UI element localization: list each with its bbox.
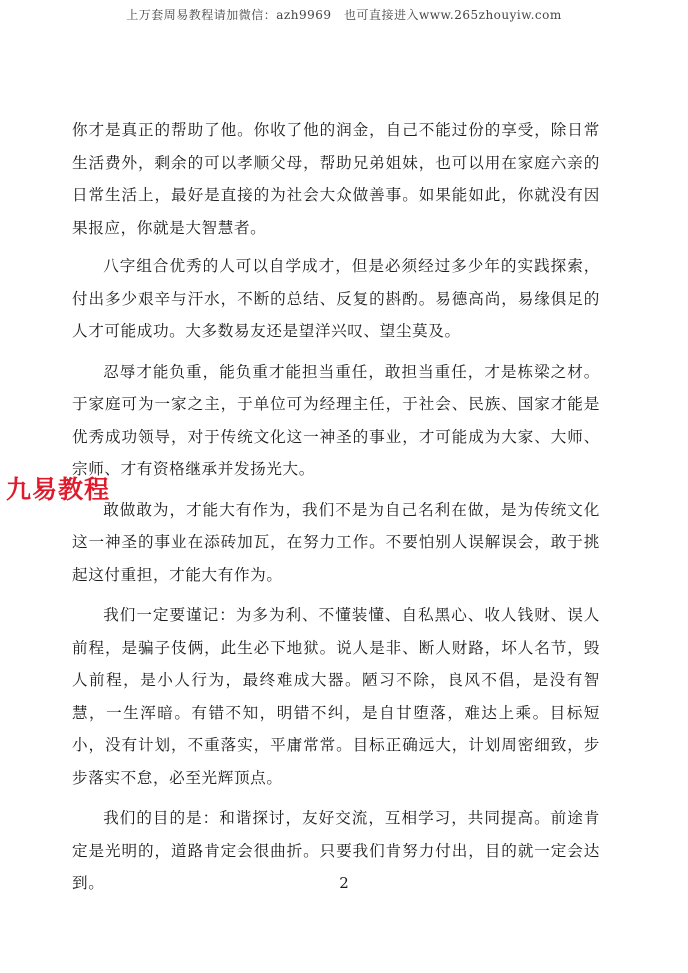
watermark-logo: 九易教程: [6, 475, 111, 504]
paragraph-3: 忍辱才能负重，能负重才能担当重任，敢担当重任，才是栋梁之材。于家庭可为一家之主，于单位可为经理主任，于社会、民族、国家才能是优秀成功领导，对于传统文化这一神圣的事业，才可能成为大家、大师、宗师、才有资格继承并发扬光大。: [72, 362, 600, 478]
paragraph-2: 八字组合优秀的人可以自学成才，但是必须经过多少年的实践探索，付出多少艰辛与汗水，不断的总结、反复的斟酌。易德高尚，易缘俱足的人才可能成功。大多数易友还是望洋兴叹、望尘莫及。: [72, 257, 600, 340]
paragraph-4: 敢做敢为，才能大有作为，我们不是为自己名利在做，是为传统文化这一神圣的事业在添砖加瓦，在努力工作。不要怕别人误解误会，敢于挑起这付重担，才能大有作为。: [72, 500, 600, 584]
top-banner: 上万套周易教程请加微信：azh9969 也可直接进入www.265zhouyiw.com: [126, 8, 562, 22]
page-number: 2: [339, 874, 349, 892]
paragraph-1: 你才是真正的帮助了他。你收了他的润金，自己不能过份的享受，除日常生活费外，剩余的可以孝顺父母，帮助兄弟姐妹，也可以用在家庭六亲的日常生活上，最好是直接的为社会大众做善事。如果能如此，你就没有因果报应，你就是大智慧者。: [72, 121, 600, 237]
document-body: [72, 114, 600, 900]
paragraph-6: 我们的目的是：和谐探讨，友好交流，互相学习，共同提高。前途肯定是光明的，道路肯定会很曲折。只要我们肯努力付出，目的就一定会达到。: [72, 809, 600, 892]
paragraph-5: 我们一定要谨记：为多为利、不懂装懂、自私黑心、收人钱财、误人前程，是骗子伎俩，此生必下地狱。说人是非、断人财路，坏人名节，毁人前程，是小人行为，最终难成大器。陋习不除，良风不倡，是没有智慧，一生浑暗。有错不知，明错不纠，是自甘堕落，难达上乘。目标短小，没有计划，不重落实，平庸常常。目标正确远大，计划周密细致，步步落实不怠，必至光辉顶点。: [72, 606, 600, 787]
